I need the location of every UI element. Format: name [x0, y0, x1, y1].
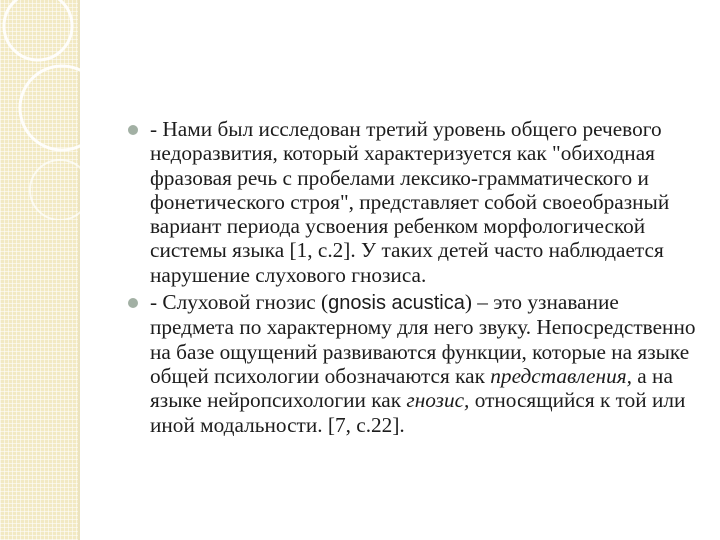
circle-ornament-icon — [0, 0, 120, 220]
bullet-item-2 — [128, 290, 700, 437]
italic-term-gnosis: гнозис, — [406, 388, 470, 413]
bullet-text-2-start: - Слуховой гнозис ( — [150, 290, 329, 315]
bullet-text-2-middle2: а на языке нейропсихологии как — [150, 363, 673, 413]
bullet-dot-icon — [128, 298, 138, 308]
bullet-item-1 — [128, 117, 700, 287]
slide-body — [128, 117, 700, 437]
italic-term-representations: представления, — [490, 363, 632, 388]
bullet-dot-icon — [128, 125, 138, 135]
bullet-text-1: - Нами был исследован третий уровень общего речевого недоразвития, который характеризуется как "обиходная фразовая речь с пробелами лексико-грамматического и фонетического строя", представляет собой своеобразный вариант периода усвоения ребенком морфологической системы языка [1, с.2]. У таких детей часто наблюдается нарушение слухового гнозиса. — [150, 117, 670, 287]
latin-term: gnosis acustica — [328, 292, 465, 315]
bullet-text-2-end: относящийся к той или иной модальности. [7, с.22]. — [150, 388, 686, 437]
bullet-text-2-middle: ) – это узнавание предмета по характерному для него звуку. Непосредственно на базе ощущений развиваются функции, которые на языке общей психологии обозначаются как — [150, 290, 696, 388]
